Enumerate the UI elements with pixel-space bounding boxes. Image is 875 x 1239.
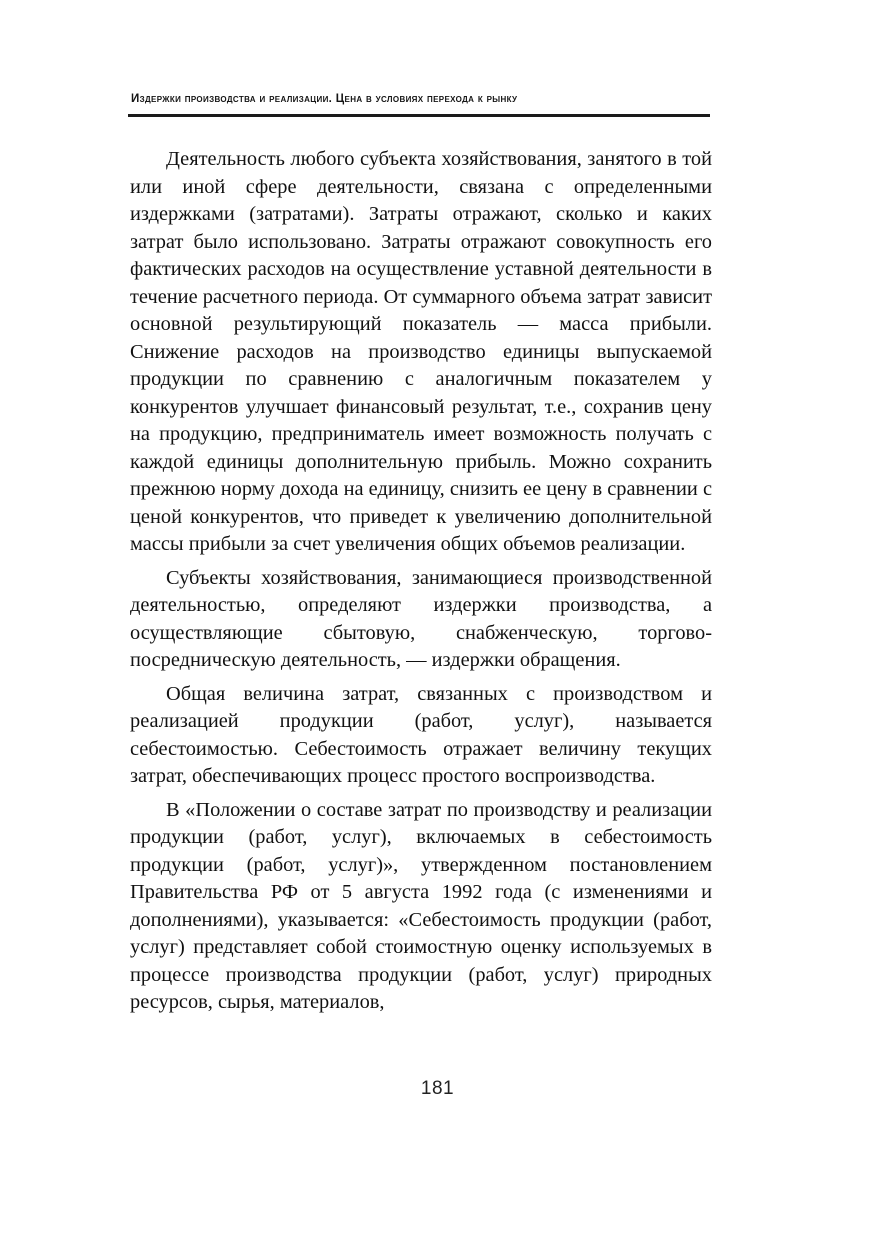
paragraph-2: Субъекты хозяйствования, занимающиеся производственной деятельностью, определяют издержки производства, а осуществляющие сбытовую, снабженческую, торгово-посредническую деятельность, — издержки обращения.: [130, 566, 712, 671]
body-text: [130, 146, 712, 1017]
paragraph-1: Деятельность любого субъекта хозяйствования, занятого в той или иной сфере деятельности, связана с определенными издержками (затратами). Затраты отражают, сколько и каких затрат было использовано. Затраты отражают совокупность его фактических расходов на осуществление уставной деятельности в течение расчетного периода. От суммарного объема затрат зависит основной результирующий показатель — масса прибыли. Снижение расходов на производство единицы выпускаемой продукции по сравнению с аналогичным показателем у конкурентов улучшает финансовый результат, т.е., сохранив цену на продукцию, предприниматель имеет возможность получать с каждой единицы дополнительную прибыль. Можно сохранить прежнюю норму дохода на единицу, снизить ее цену в сравнении с ценой конкурентов, что приведет к увеличению дополнительной массы прибыли за счет увеличения общих объемов реализации.: [130, 148, 712, 555]
paragraph-3: Общая величина затрат, связанных с производством и реализацией продукции (работ, услуг), называется себестоимостью. Себестоимость отражает величину текущих затрат, обеспечивающих процесс простого воспроизводства.: [130, 682, 712, 787]
running-header: Издержки производства и реализации. Цена в условиях перехода к рынку: [131, 93, 518, 105]
page-number: 181: [420, 1078, 455, 1099]
paragraph-4: В «Положении о составе затрат по производству и реализации продукции (работ, услуг), включаемых в себестоимость продукции (работ, услуг)», утвержденном постановлением Правительства РФ от 5 августа 1992 года (с изменениями и дополнениями), указывается: «Себестоимость продукции (работ, услуг) представляет собой стоимостную оценку используемых в процессе производства продукции (работ, услуг) природных ресурсов, сырья, материалов,: [130, 798, 712, 1013]
header-rule: [128, 114, 710, 117]
